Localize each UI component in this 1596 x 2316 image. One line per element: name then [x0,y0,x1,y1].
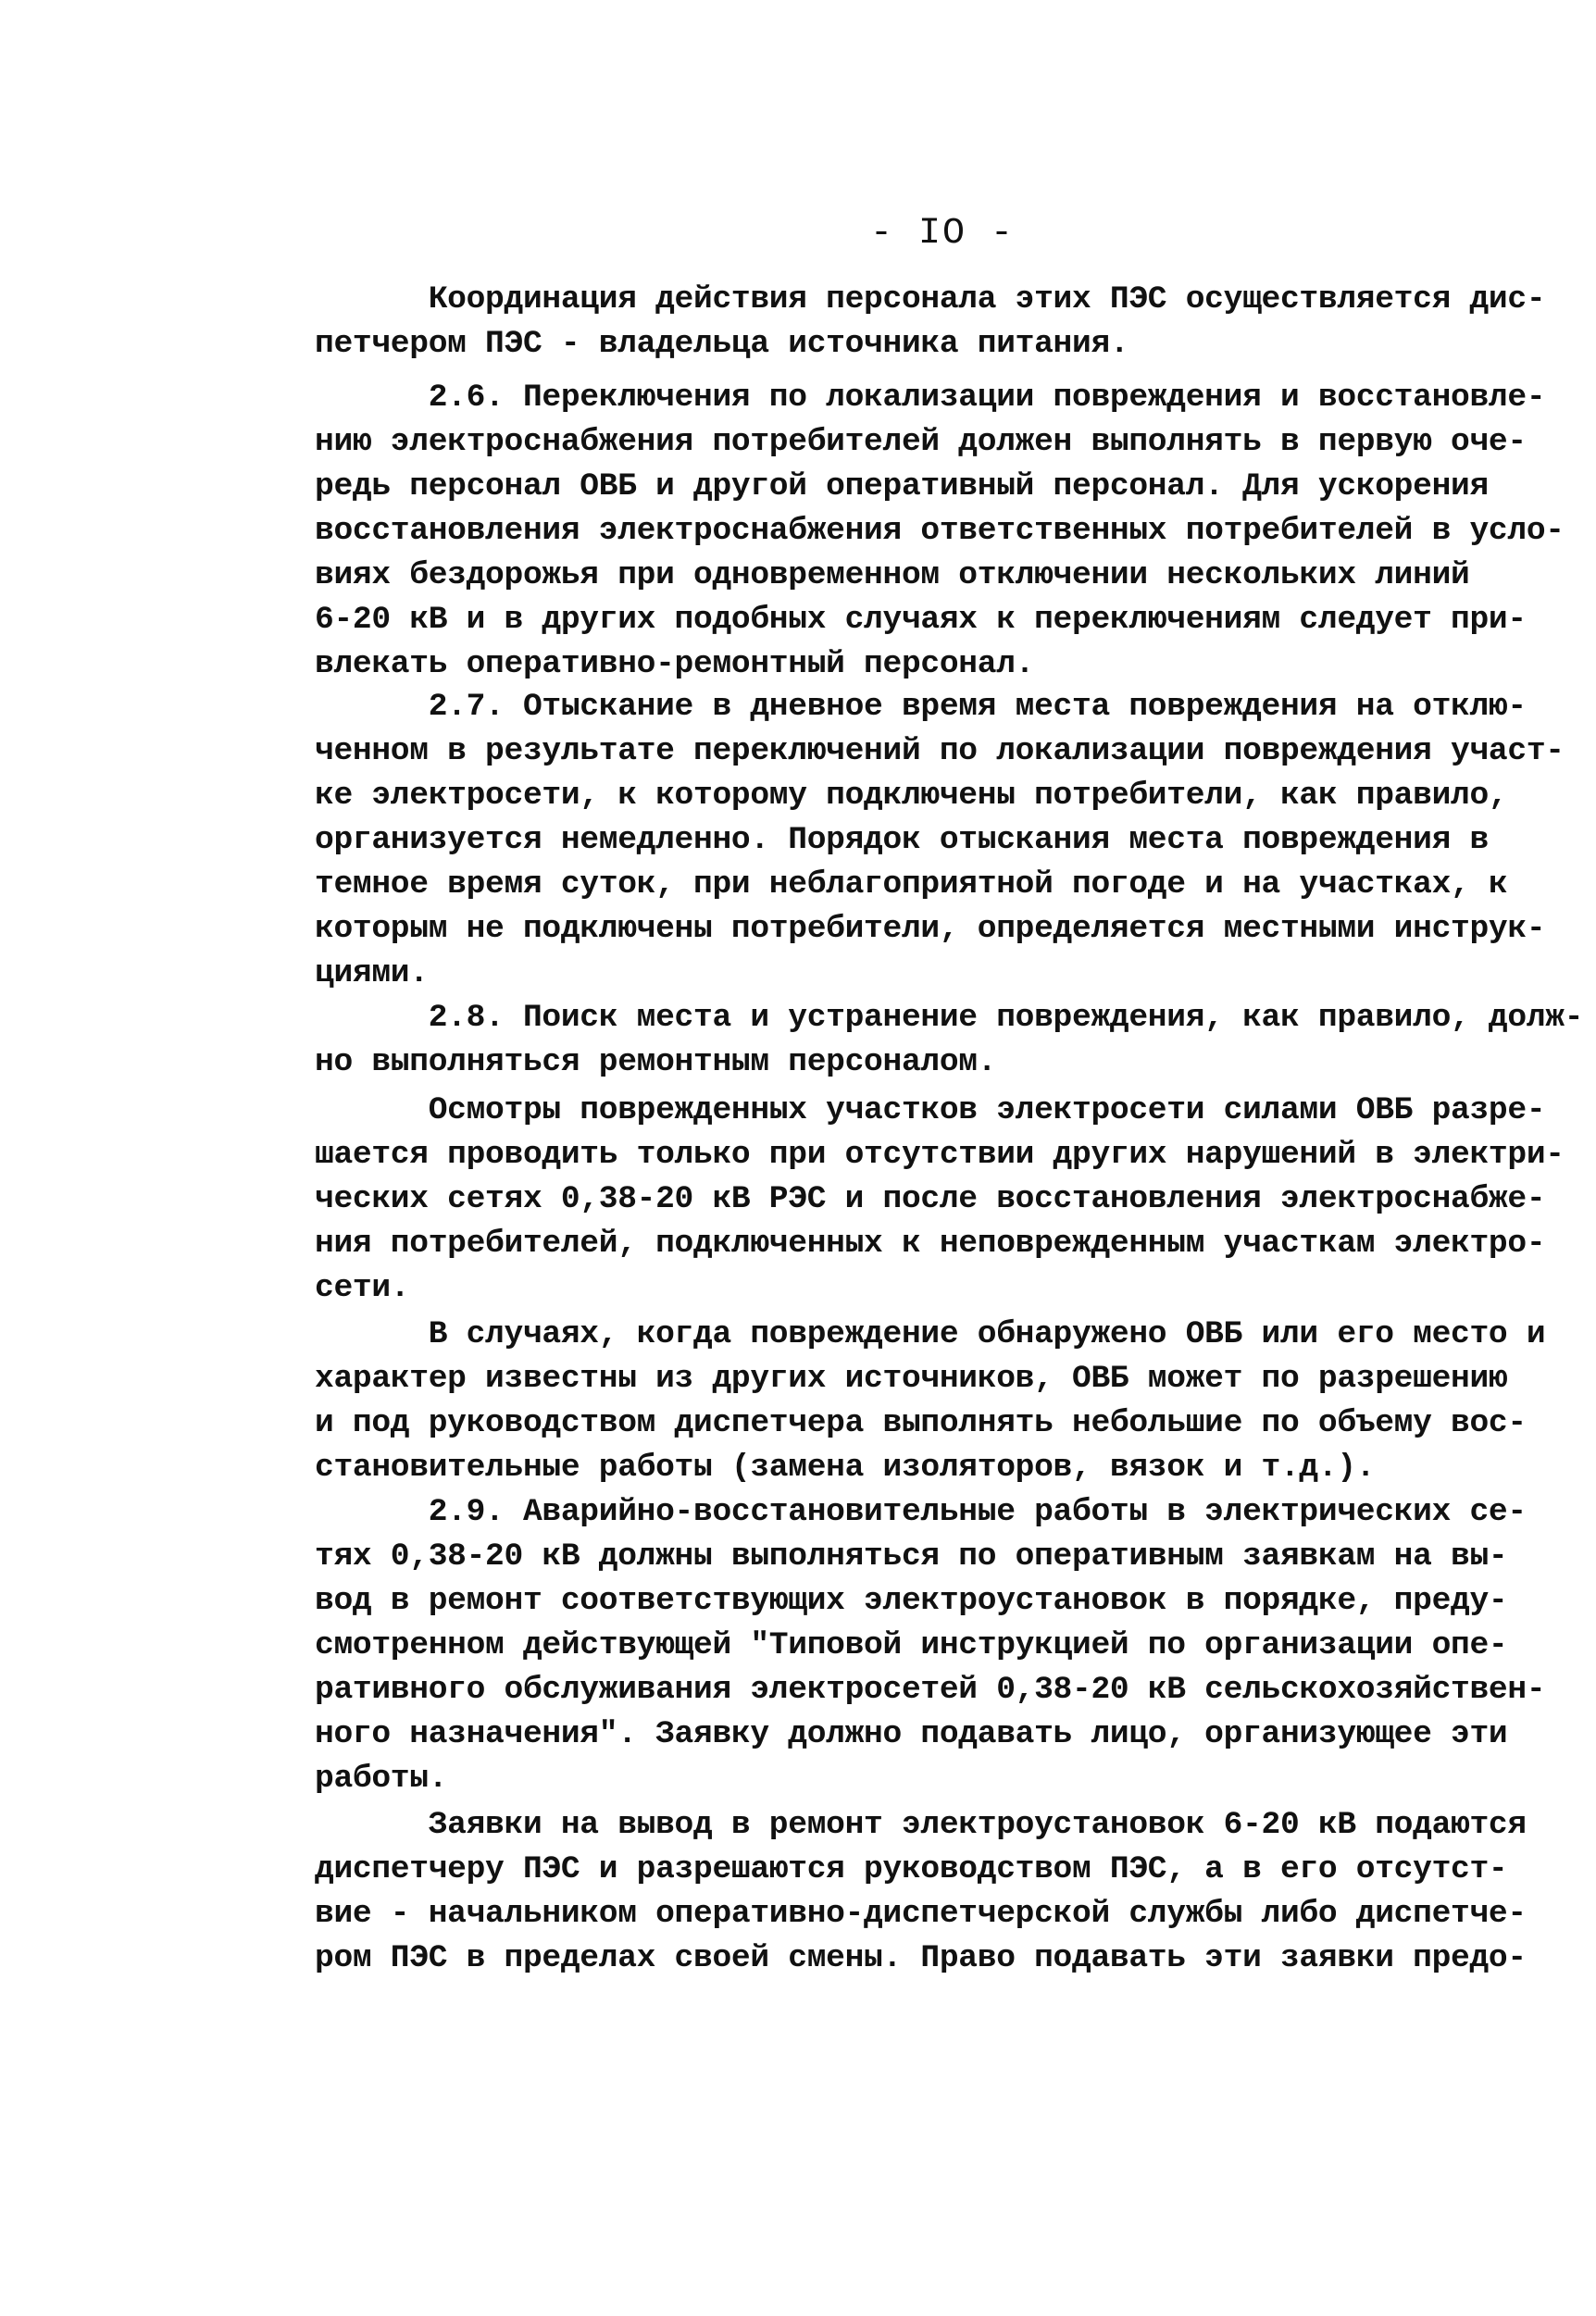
text-line: нию электроснабжения потребителей должен выполнять в первую оче- [315,424,1527,460]
text-line: редь персонал ОВБ и другой оперативный персонал. Для ускорения [315,468,1489,504]
paragraph-coordination [315,278,1546,367]
text-line: и под руководством диспетчера выполнять небольшие по объему вос- [315,1405,1527,1441]
paragraph-cases [315,1313,1546,1490]
text-line: ния потребителей, подключенных к неповрежденным участкам электро- [315,1226,1546,1262]
text-line: 2.7. Отыскание в дневное время места повреждения на отклю- [315,689,1527,725]
text-line: Координация действия персонала этих ПЭС осуществляется дис- [315,281,1546,318]
text-line: диспетчеру ПЭС и разрешаются руководством ПЭС, а в его отсутст- [315,1851,1508,1887]
text-line: Заявки на вывод в ремонт электроустановок 6-20 кВ подаются [315,1807,1527,1843]
text-line: сети. [315,1270,410,1306]
text-line: тях 0,38-20 кВ должны выполняться по оперативным заявкам на вы- [315,1538,1508,1575]
text-line: вие - начальником оперативно-диспетчерской службы либо диспетче- [315,1896,1527,1932]
text-line: 2.9. Аварийно-восстановительные работы в электрических се- [315,1494,1527,1530]
text-line: виях бездорожья при одновременном отключении нескольких линий [315,557,1470,593]
text-line: вод в ремонт соответствующих электроустановок в порядке, преду- [315,1583,1508,1619]
paragraph-2-6 [315,376,1565,687]
text-line: 6-20 кВ и в других подобных случаях к переключениям следует при- [315,602,1527,638]
text-line: которым не подключены потребители, определяется местными инструк- [315,911,1546,947]
text-line: смотренном действующей "Типовой инструкцией по организации опе- [315,1627,1508,1663]
paragraph-2-7 [315,685,1565,996]
paragraph-2-9 [315,1490,1546,1801]
text-line: ративного обслуживания электросетей 0,38-20 кВ сельскохозяйствен- [315,1672,1546,1708]
text-line: организуется немедленно. Порядок отыскания места повреждения в [315,822,1489,858]
text-line: работы. [315,1761,448,1797]
text-line: но выполняться ремонтным персоналом. [315,1044,997,1080]
text-line: становительные работы (замена изоляторов, вязок и т.д.). [315,1450,1376,1486]
text-line: 2.6. Переключения по локализации повреждения и восстановле- [315,380,1546,416]
text-line: петчером ПЭС - владельца источника питания. [315,326,1129,362]
paragraph-2-8 [315,996,1584,1085]
page-number: - IO - [870,213,1016,255]
text-line: влекать оперативно-ремонтный персонал. [315,646,1035,682]
text-line: ного назначения". Заявку должно подавать лицо, организующее эти [315,1716,1508,1752]
text-line: циями. [315,955,429,991]
text-line: Осмотры поврежденных участков электросети силами ОВБ разре- [315,1092,1546,1128]
text-line: 2.8. Поиск места и устранение повреждения, как правило, долж- [315,1000,1584,1036]
text-line: В случаях, когда повреждение обнаружено ОВБ или его место и [315,1316,1546,1352]
text-line: характер известны из других источников, ОВБ может по разрешению [315,1361,1508,1397]
paragraph-requests [315,1803,1537,1981]
text-line: ченном в результате переключений по локализации повреждения участ- [315,733,1565,769]
paragraph-inspections [315,1089,1565,1311]
text-line: ке электросети, к которому подключены потребители, как правило, [315,778,1508,814]
text-line: ром ПЭС в пределах своей смены. Право подавать эти заявки предо- [315,1940,1527,1976]
text-line: шается проводить только при отсутствии других нарушений в электри- [315,1137,1565,1173]
text-line: восстановления электроснабжения ответственных потребителей в усло- [315,513,1565,549]
text-line: ческих сетях 0,38-20 кВ РЭС и после восстановления электроснабже- [315,1181,1546,1217]
text-line: темное время суток, при неблагоприятной погоде и на участках, к [315,866,1508,903]
